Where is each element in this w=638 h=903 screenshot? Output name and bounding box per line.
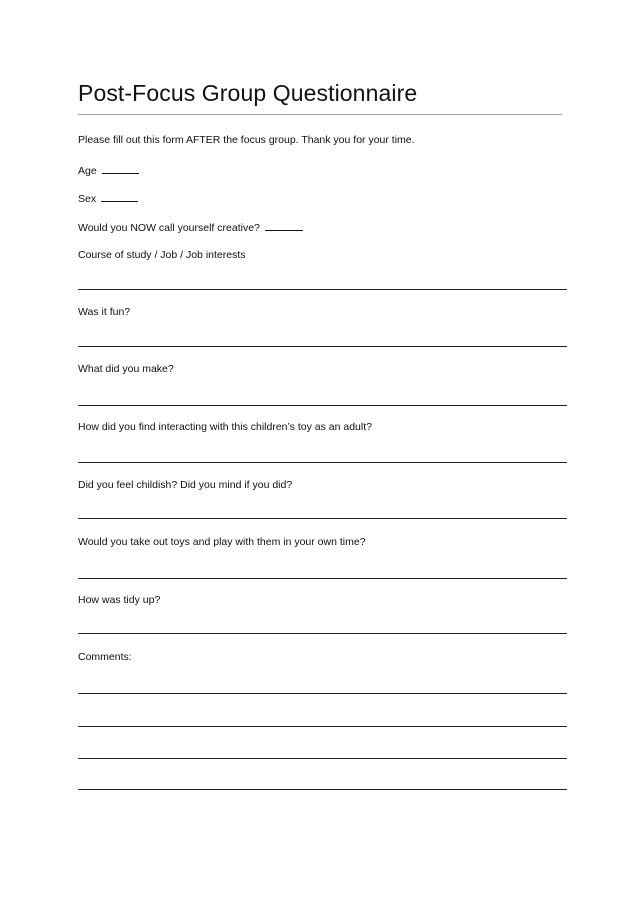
creative-row <box>78 220 303 234</box>
age-label: Age <box>78 165 97 177</box>
question-tidy-up: How was tidy up? <box>78 594 161 606</box>
question-feel-childish: Did you feel childish? Did you mind if you did? <box>78 479 293 491</box>
comments-line-3[interactable] <box>78 758 567 759</box>
sex-label: Sex <box>78 193 97 205</box>
question-interacting-as-adult: How did you find interacting with this children’s toy as an adult? <box>78 421 372 433</box>
comments-line-2[interactable] <box>78 726 567 727</box>
answer-line-course-of-study[interactable] <box>78 289 567 290</box>
comments-line-4[interactable] <box>78 789 567 790</box>
creative-label: Would you NOW call yourself creative? <box>78 222 260 234</box>
answer-line-was-it-fun[interactable] <box>78 346 567 347</box>
sex-field[interactable] <box>101 191 138 202</box>
title-divider <box>78 114 562 115</box>
answer-line-play-own-time[interactable] <box>78 578 567 579</box>
page-title: Post-Focus Group Questionnaire <box>78 80 418 106</box>
creative-field[interactable] <box>265 220 303 231</box>
answer-line-what-did-you-make[interactable] <box>78 405 567 406</box>
answer-line-tidy-up[interactable] <box>78 633 567 634</box>
question-what-did-you-make: What did you make? <box>78 363 174 375</box>
question-play-own-time: Would you take out toys and play with them in your own time? <box>78 536 366 548</box>
answer-line-feel-childish[interactable] <box>78 518 567 519</box>
intro-text: Please fill out this form AFTER the focus group. Thank you for your time. <box>78 134 415 146</box>
question-was-it-fun: Was it fun? <box>78 306 131 318</box>
age-field[interactable] <box>102 163 139 174</box>
question-course-of-study: Course of study / Job / Job interests <box>78 249 246 261</box>
answer-line-interacting-as-adult[interactable] <box>78 462 567 463</box>
comments-label: Comments: <box>78 651 132 663</box>
age-row <box>78 163 139 177</box>
sex-row <box>78 191 138 205</box>
comments-line-1[interactable] <box>78 693 567 694</box>
